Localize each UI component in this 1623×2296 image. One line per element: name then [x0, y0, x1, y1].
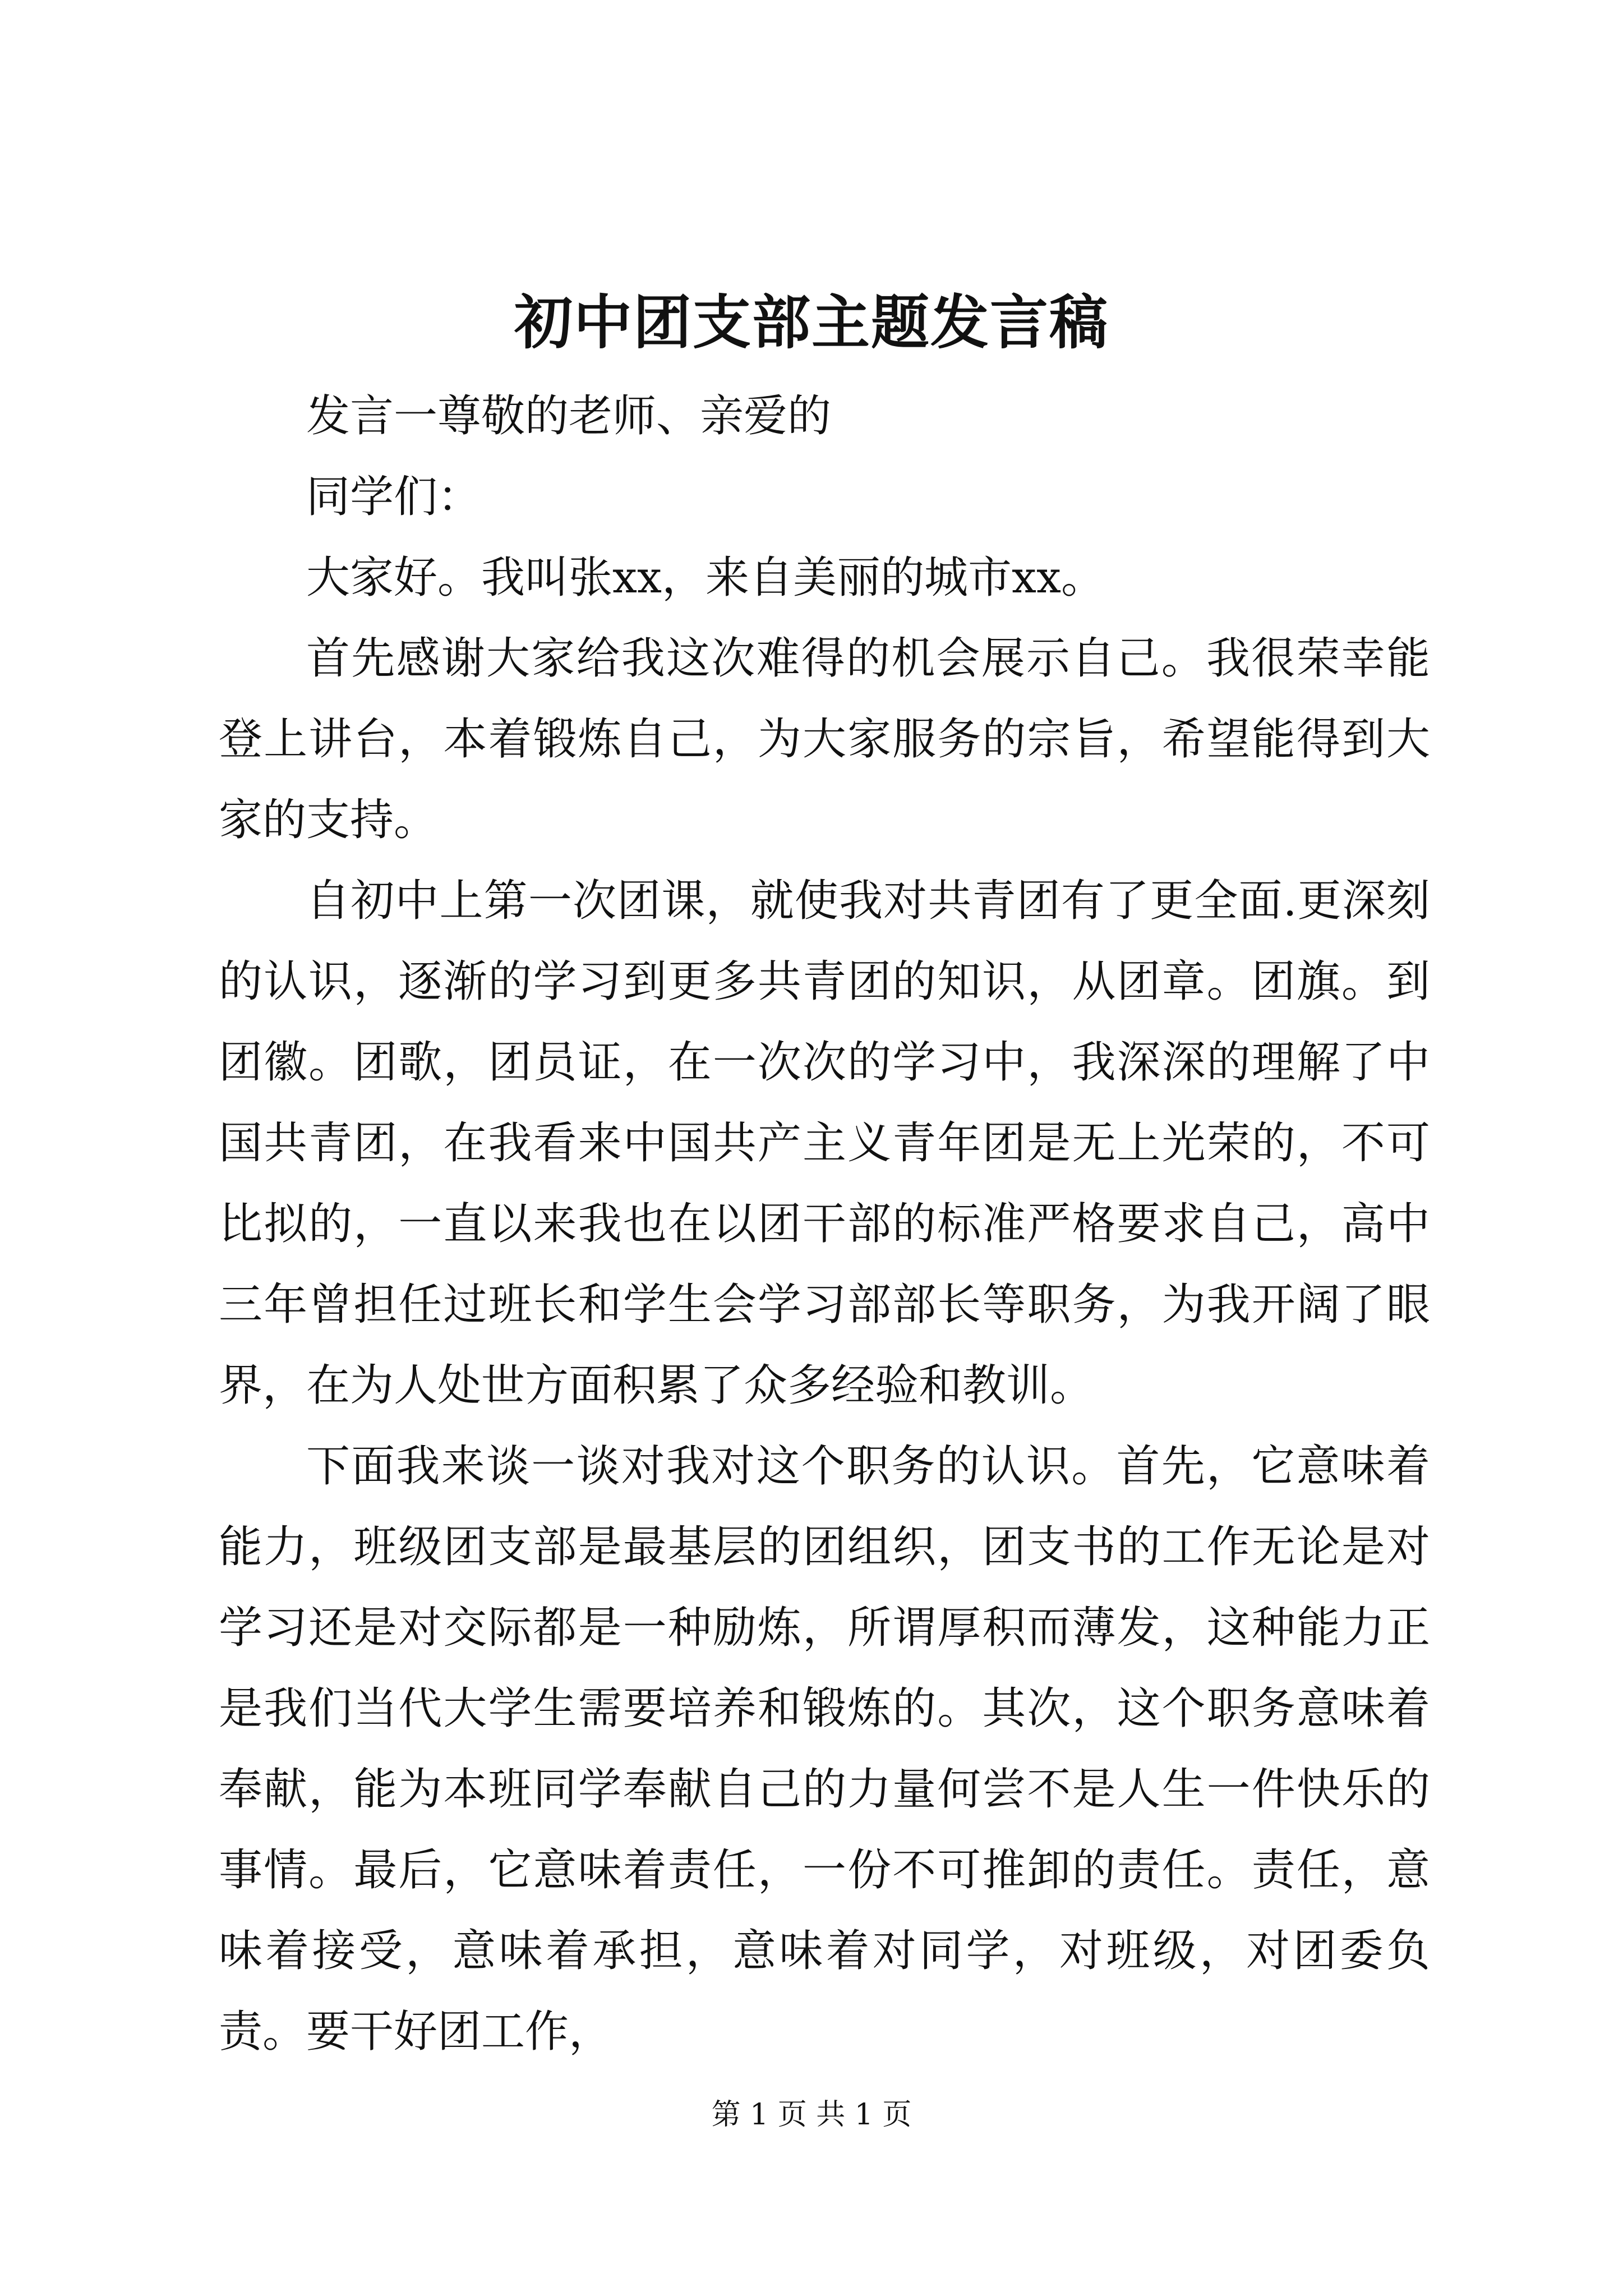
document-title: 初中团支部主题发言稿 [514, 288, 1109, 357]
document-body [219, 376, 1430, 2072]
paragraph-greeting-1: 发言一尊敬的老师、亲爱的 [306, 391, 832, 441]
paragraph-greeting-2: 同学们： [306, 472, 482, 522]
page-number-footer: 第 1 页 共 1 页 [711, 2098, 912, 2132]
paragraph-experience: 自初中上第一次团课，就使我对共青团有了更全面.更深刻的认识，逐渐的学习到更多共青团的知识，从团章。团旗。到团徽。团歌，团员证，在一次次的学习中，我深深的理解了中国共青团，在我看来中国共产主义青年团是无上光荣的，不可比拟的，一直以来我也在以团干部的标准严格要求自己，高中三年曾担任过班长和学生会学习部部长等职务，为我开阔了眼界，在为人处世方面积累了众多经验和教训。 [219, 876, 1430, 1411]
paragraph-thanks: 首先感谢大家给我这次难得的机会展示自己。我很荣幸能登上讲台，本着锻炼自己，为大家服务的宗旨，希望能得到大家的支持。 [219, 633, 1430, 845]
paragraph-role-understanding: 下面我来谈一谈对我对这个职务的认识。首先，它意味着能力，班级团支部是最基层的团组织，团支书的工作无论是对学习还是对交际都是一种励炼，所谓厚积而薄发，这种能力正是我们当代大学生需要培养和锻炼的。其次，这个职务意味着奉献，能为本班同学奉献自己的力量何尝不是人生一件快乐的事情。最后，它意味着责任，一份不可推卸的责任。责任，意味着接受，意味着承担，意味着对同学，对班级，对团委负责。要干好团工作， [219, 1441, 1430, 2057]
paragraph-introduction: 大家好。我叫张xx，来自美丽的城市xx。 [306, 553, 1105, 603]
